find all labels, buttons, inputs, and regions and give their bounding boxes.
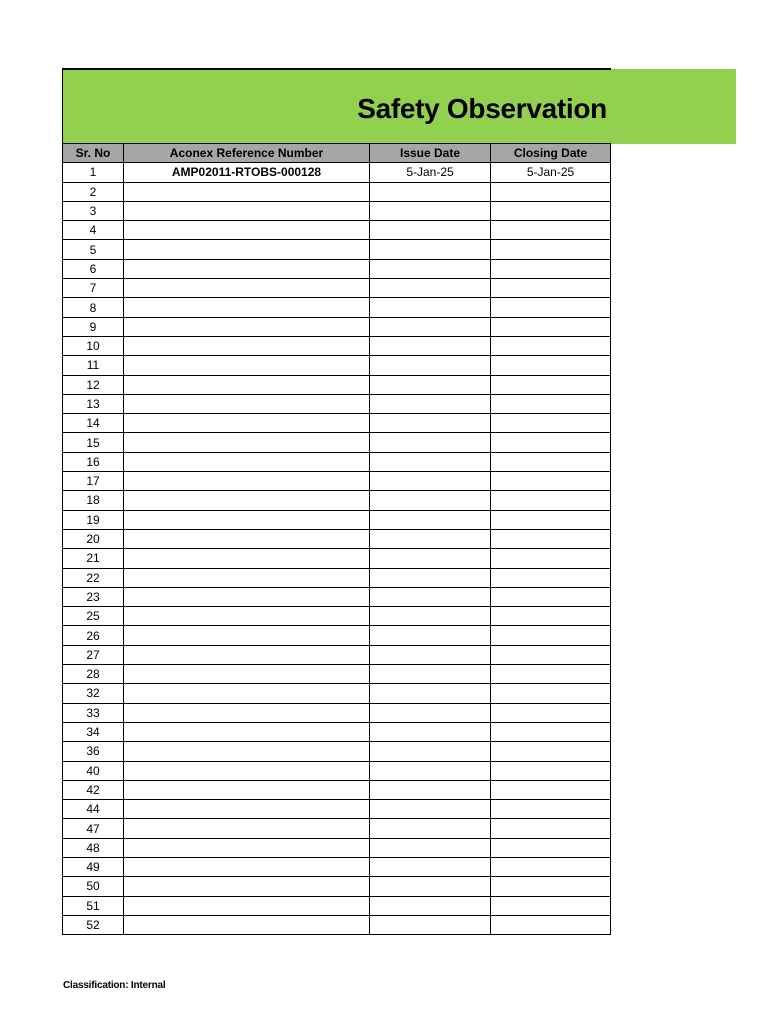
cell-issue-date[interactable]: [370, 356, 491, 375]
table-body: [63, 163, 611, 935]
table-row: [63, 703, 611, 722]
cell-issue-date[interactable]: [370, 645, 491, 664]
cell-issue-date[interactable]: [370, 201, 491, 220]
table-row: [63, 491, 611, 510]
cell-issue-date[interactable]: [370, 414, 491, 433]
cell-sr-no: 5: [63, 240, 124, 259]
cell-sr-no: 34: [63, 722, 124, 741]
cell-sr-no: 19: [63, 510, 124, 529]
table-row: [63, 800, 611, 819]
classification-label: Classification: Internal: [63, 980, 166, 991]
cell-sr-no: 49: [63, 857, 124, 876]
table-row: [63, 510, 611, 529]
cell-closing-date[interactable]: [491, 722, 611, 741]
cell-sr-no: 25: [63, 607, 124, 626]
cell-reference-number[interactable]: [124, 568, 370, 587]
cell-issue-date[interactable]: [370, 703, 491, 722]
table-row: [63, 336, 611, 355]
cell-closing-date[interactable]: [491, 857, 611, 876]
table-row: [63, 433, 611, 452]
cell-reference-number[interactable]: [124, 433, 370, 452]
cell-sr-no: 44: [63, 800, 124, 819]
cell-closing-date[interactable]: 5-Jan-25: [491, 163, 611, 182]
cell-reference-number[interactable]: [124, 414, 370, 433]
table-row: [63, 529, 611, 548]
cell-sr-no: 36: [63, 742, 124, 761]
cell-sr-no: 10: [63, 336, 124, 355]
cell-reference-number[interactable]: [124, 587, 370, 606]
cell-closing-date[interactable]: [491, 665, 611, 684]
cell-closing-date[interactable]: [491, 568, 611, 587]
cell-reference-number[interactable]: [124, 452, 370, 471]
cell-reference-number[interactable]: [124, 375, 370, 394]
cell-closing-date[interactable]: [491, 800, 611, 819]
cell-sr-no: 2: [63, 182, 124, 201]
cell-reference-number[interactable]: [124, 722, 370, 741]
cell-issue-date[interactable]: 5-Jan-25: [370, 163, 491, 182]
cell-reference-number[interactable]: [124, 877, 370, 896]
cell-issue-date[interactable]: [370, 665, 491, 684]
table-row: [63, 607, 611, 626]
cell-closing-date[interactable]: [491, 780, 611, 799]
cell-closing-date[interactable]: [491, 336, 611, 355]
cell-reference-number[interactable]: [124, 626, 370, 645]
cell-reference-number[interactable]: [124, 491, 370, 510]
cell-issue-date[interactable]: [370, 780, 491, 799]
cell-closing-date[interactable]: [491, 877, 611, 896]
table-row: [63, 896, 611, 915]
table-row: [63, 645, 611, 664]
cell-sr-no: 14: [63, 414, 124, 433]
cell-closing-date[interactable]: [491, 298, 611, 317]
cell-issue-date[interactable]: [370, 491, 491, 510]
cell-issue-date[interactable]: [370, 877, 491, 896]
cell-closing-date[interactable]: [491, 472, 611, 491]
cell-issue-date[interactable]: [370, 433, 491, 452]
cell-issue-date[interactable]: [370, 568, 491, 587]
cell-closing-date[interactable]: [491, 607, 611, 626]
table-row: [63, 684, 611, 703]
cell-sr-no: 23: [63, 587, 124, 606]
cell-issue-date[interactable]: [370, 259, 491, 278]
cell-sr-no: 32: [63, 684, 124, 703]
table-row: [63, 182, 611, 201]
cell-closing-date[interactable]: [491, 742, 611, 761]
cell-issue-date[interactable]: [370, 221, 491, 240]
cell-reference-number[interactable]: [124, 742, 370, 761]
cell-reference-number[interactable]: [124, 915, 370, 934]
cell-sr-no: 11: [63, 356, 124, 375]
table-row: [63, 163, 611, 182]
cell-sr-no: 40: [63, 761, 124, 780]
table-row: [63, 279, 611, 298]
cell-issue-date[interactable]: [370, 529, 491, 548]
cell-closing-date[interactable]: [491, 182, 611, 201]
cell-closing-date[interactable]: [491, 684, 611, 703]
table-row: [63, 201, 611, 220]
cell-sr-no: 13: [63, 394, 124, 413]
cell-reference-number[interactable]: [124, 201, 370, 220]
cell-closing-date[interactable]: [491, 896, 611, 915]
cell-closing-date[interactable]: [491, 915, 611, 934]
cell-closing-date[interactable]: [491, 761, 611, 780]
table-row: [63, 915, 611, 934]
header-closing-date: Closing Date: [491, 144, 611, 163]
cell-sr-no: 28: [63, 665, 124, 684]
table-row: [63, 452, 611, 471]
cell-issue-date[interactable]: [370, 915, 491, 934]
cell-issue-date[interactable]: [370, 761, 491, 780]
table-row: [63, 722, 611, 741]
cell-reference-number[interactable]: [124, 780, 370, 799]
table-row: [63, 221, 611, 240]
cell-closing-date[interactable]: [491, 452, 611, 471]
cell-issue-date[interactable]: [370, 819, 491, 838]
cell-reference-number[interactable]: [124, 645, 370, 664]
cell-closing-date[interactable]: [491, 375, 611, 394]
cell-sr-no: 12: [63, 375, 124, 394]
cell-closing-date[interactable]: [491, 414, 611, 433]
cell-closing-date[interactable]: [491, 645, 611, 664]
cell-closing-date[interactable]: [491, 317, 611, 336]
cell-closing-date[interactable]: [491, 201, 611, 220]
cell-sr-no: 22: [63, 568, 124, 587]
cell-reference-number[interactable]: [124, 259, 370, 278]
cell-sr-no: 15: [63, 433, 124, 452]
cell-issue-date[interactable]: [370, 336, 491, 355]
cell-sr-no: 4: [63, 221, 124, 240]
header-row: [63, 144, 611, 163]
table-row: [63, 375, 611, 394]
table-row: [63, 356, 611, 375]
cell-reference-number[interactable]: AMP02011-RTOBS-000128: [124, 163, 370, 182]
cell-reference-number[interactable]: [124, 472, 370, 491]
cell-reference-number[interactable]: [124, 394, 370, 413]
table-row: [63, 472, 611, 491]
cell-reference-number[interactable]: [124, 221, 370, 240]
cell-issue-date[interactable]: [370, 510, 491, 529]
cell-reference-number[interactable]: [124, 529, 370, 548]
cell-sr-no: 8: [63, 298, 124, 317]
table-row: [63, 877, 611, 896]
cell-sr-no: 48: [63, 838, 124, 857]
cell-sr-no: 6: [63, 259, 124, 278]
table-row: [63, 742, 611, 761]
cell-reference-number[interactable]: [124, 240, 370, 259]
table-row: [63, 780, 611, 799]
cell-issue-date[interactable]: [370, 317, 491, 336]
cell-issue-date[interactable]: [370, 607, 491, 626]
table-row: [63, 568, 611, 587]
cell-closing-date[interactable]: [491, 279, 611, 298]
cell-sr-no: 17: [63, 472, 124, 491]
table-row: [63, 665, 611, 684]
cell-reference-number[interactable]: [124, 896, 370, 915]
cell-closing-date[interactable]: [491, 838, 611, 857]
cell-reference-number[interactable]: [124, 182, 370, 201]
cell-closing-date[interactable]: [491, 394, 611, 413]
cell-sr-no: 18: [63, 491, 124, 510]
table-row: [63, 317, 611, 336]
cell-sr-no: 20: [63, 529, 124, 548]
table-row: [63, 819, 611, 838]
cell-reference-number[interactable]: [124, 356, 370, 375]
cell-reference-number[interactable]: [124, 819, 370, 838]
cell-closing-date[interactable]: [491, 587, 611, 606]
cell-sr-no: 21: [63, 549, 124, 568]
cell-sr-no: 1: [63, 163, 124, 182]
cell-closing-date[interactable]: [491, 549, 611, 568]
cell-sr-no: 26: [63, 626, 124, 645]
cell-closing-date[interactable]: [491, 703, 611, 722]
cell-sr-no: 51: [63, 896, 124, 915]
cell-issue-date[interactable]: [370, 626, 491, 645]
cell-sr-no: 42: [63, 780, 124, 799]
header-issue-date: Issue Date: [370, 144, 491, 163]
table-row: [63, 838, 611, 857]
cell-sr-no: 50: [63, 877, 124, 896]
cell-reference-number[interactable]: [124, 607, 370, 626]
cell-reference-number[interactable]: [124, 703, 370, 722]
cell-reference-number[interactable]: [124, 298, 370, 317]
cell-issue-date[interactable]: [370, 279, 491, 298]
cell-reference-number[interactable]: [124, 800, 370, 819]
cell-sr-no: 3: [63, 201, 124, 220]
cell-issue-date[interactable]: [370, 857, 491, 876]
cell-sr-no: 47: [63, 819, 124, 838]
cell-reference-number[interactable]: [124, 838, 370, 857]
observation-table: [62, 143, 611, 935]
cell-closing-date[interactable]: [491, 510, 611, 529]
cell-issue-date[interactable]: [370, 375, 491, 394]
table-row: [63, 549, 611, 568]
table-row: [63, 259, 611, 278]
page-title: Safety Observation: [357, 92, 607, 124]
cell-closing-date[interactable]: [491, 221, 611, 240]
cell-reference-number[interactable]: [124, 857, 370, 876]
table-row: [63, 626, 611, 645]
cell-issue-date[interactable]: [370, 182, 491, 201]
cell-closing-date[interactable]: [491, 491, 611, 510]
cell-issue-date[interactable]: [370, 549, 491, 568]
cell-issue-date[interactable]: [370, 240, 491, 259]
header-sr-no: Sr. No: [63, 144, 124, 163]
cell-closing-date[interactable]: [491, 240, 611, 259]
cell-issue-date[interactable]: [370, 742, 491, 761]
cell-issue-date[interactable]: [370, 452, 491, 471]
cell-sr-no: 16: [63, 452, 124, 471]
cell-sr-no: 27: [63, 645, 124, 664]
cell-issue-date[interactable]: [370, 896, 491, 915]
cell-sr-no: 7: [63, 279, 124, 298]
cell-closing-date[interactable]: [491, 626, 611, 645]
cell-closing-date[interactable]: [491, 433, 611, 452]
cell-sr-no: 33: [63, 703, 124, 722]
cell-issue-date[interactable]: [370, 587, 491, 606]
table-row: [63, 240, 611, 259]
cell-issue-date[interactable]: [370, 722, 491, 741]
cell-reference-number[interactable]: [124, 549, 370, 568]
cell-reference-number[interactable]: [124, 317, 370, 336]
cell-reference-number[interactable]: [124, 684, 370, 703]
cell-issue-date[interactable]: [370, 394, 491, 413]
cell-reference-number[interactable]: [124, 336, 370, 355]
cell-reference-number[interactable]: [124, 665, 370, 684]
table-row: [63, 414, 611, 433]
table-row: [63, 761, 611, 780]
cell-sr-no: 52: [63, 915, 124, 934]
header-reference-number: Aconex Reference Number: [124, 144, 370, 163]
table-row: [63, 394, 611, 413]
cell-sr-no: 9: [63, 317, 124, 336]
table-row: [63, 587, 611, 606]
cell-closing-date[interactable]: [491, 819, 611, 838]
cell-issue-date[interactable]: [370, 684, 491, 703]
cell-reference-number[interactable]: [124, 510, 370, 529]
cell-issue-date[interactable]: [370, 298, 491, 317]
table-row: [63, 298, 611, 317]
cell-closing-date[interactable]: [491, 529, 611, 548]
cell-issue-date[interactable]: [370, 800, 491, 819]
cell-issue-date[interactable]: [370, 838, 491, 857]
cell-reference-number[interactable]: [124, 761, 370, 780]
cell-reference-number[interactable]: [124, 279, 370, 298]
table-row: [63, 857, 611, 876]
cell-issue-date[interactable]: [370, 472, 491, 491]
cell-closing-date[interactable]: [491, 259, 611, 278]
cell-closing-date[interactable]: [491, 356, 611, 375]
